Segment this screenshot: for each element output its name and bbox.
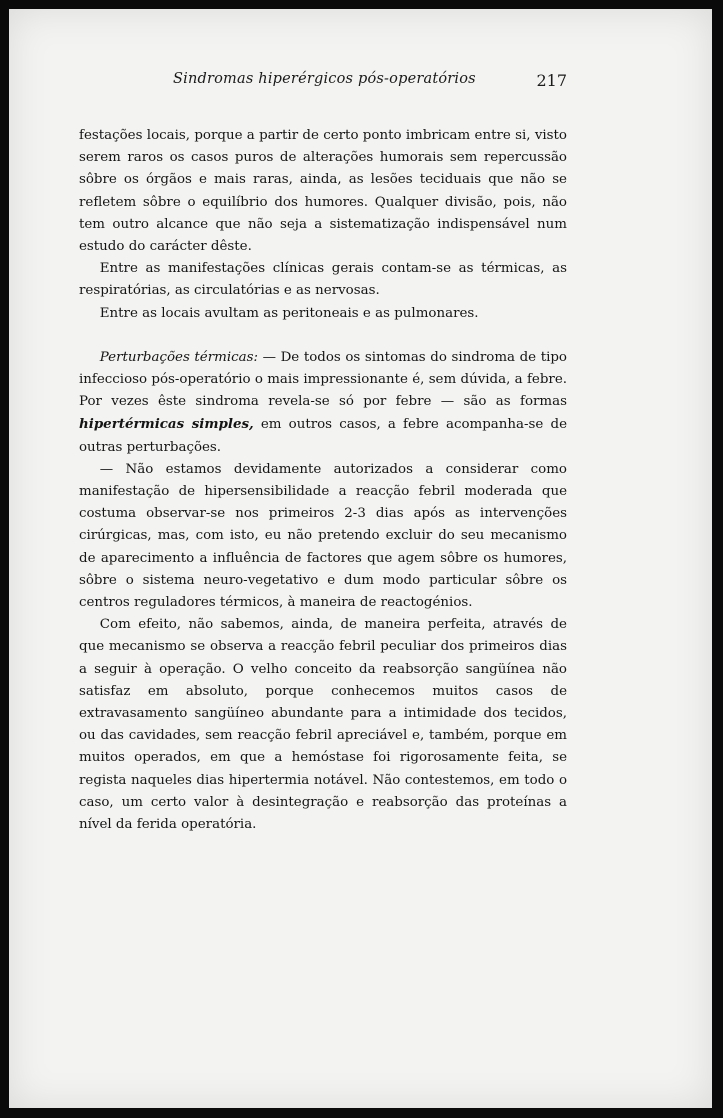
body-text: [79, 125, 567, 836]
paragraph-febrile-reaction: — Não estamos devidamente autorizados a considerar como manifestação de hipersensibilidade a reacção febril moderada que costuma observar-se nos primeiros 2-3 dias após as intervenções cirúrgicas, mas, com isto, eu não pretendo excluir do seu mecanismo de aparecimento a influência de factores que agem sôbre os humores, sôbre o sistema neuro-vegetativo e dum modo particular sôbre os centros reguladores térmicos, à maneira de reactogénios.: [79, 461, 567, 611]
paragraph-thermal-disturbances: [79, 347, 567, 459]
thermal-text-b: em outros casos, a febre acompanha-se de outras perturbações.: [79, 417, 567, 455]
running-title: Sindromas hiperérgicos pós-operatórios: [173, 71, 476, 87]
thermal-text-a: — De todos os sintomas do sindroma de tipo infeccioso pós-operatório o mais impressionante é, sem dúvida, a febre. Por vezes êste sindroma revela-se só por febre — são as formas: [79, 349, 567, 410]
page-number: 217: [536, 71, 567, 90]
paragraph-general-manifestations: Entre as manifestações clínicas gerais contam-se as térmicas, as respiratórias, as circulatórias e as nervosas.: [79, 261, 567, 299]
paragraph-local-manifestations: Entre as locais avultam as peritoneais e as pulmonares.: [99, 305, 479, 321]
paragraph-continuation: festações locais, porque a partir de certo ponto imbricam entre si, visto serem raros os casos puros de alterações humorais sem repercussão sôbre os órgãos e mais raras, ainda, as lesões teciduais que não se refletem sôbre o equilíbrio dos humores. Qualquer divisão, pois, não tem outro alcance que não seja a sistematização indispensável num estudo do carácter dêste.: [79, 128, 567, 255]
emphasis-hyperthermic-forms: hipertérmicas simples,: [79, 416, 254, 433]
page-header: [79, 71, 567, 95]
paragraph-mechanism: Com efeito, não sabemos, ainda, de maneira perfeita, através de que mecanismo se observa a reacção febril peculiar dos primeiros dias a seguir à operação. O velho conceito da reabsorção sangüínea não satisfaz em absoluto, porque conhecemos muitos casos de extravasamento sangüíneo abundante para a intimidade dos tecidos, ou das cavidades, sem reacção febril apreciável e, também, porque em muitos operados, em que a hemóstase foi rigorosamente feita, se regista naqueles dias hipertermia notável. Não contestemos, em todo o caso, um certo valor à desintegração e reabsorção das proteínas a nível da ferida operatória.: [79, 617, 567, 833]
section-heading-thermal: Perturbações térmicas:: [99, 349, 258, 365]
book-page: [9, 9, 712, 1108]
